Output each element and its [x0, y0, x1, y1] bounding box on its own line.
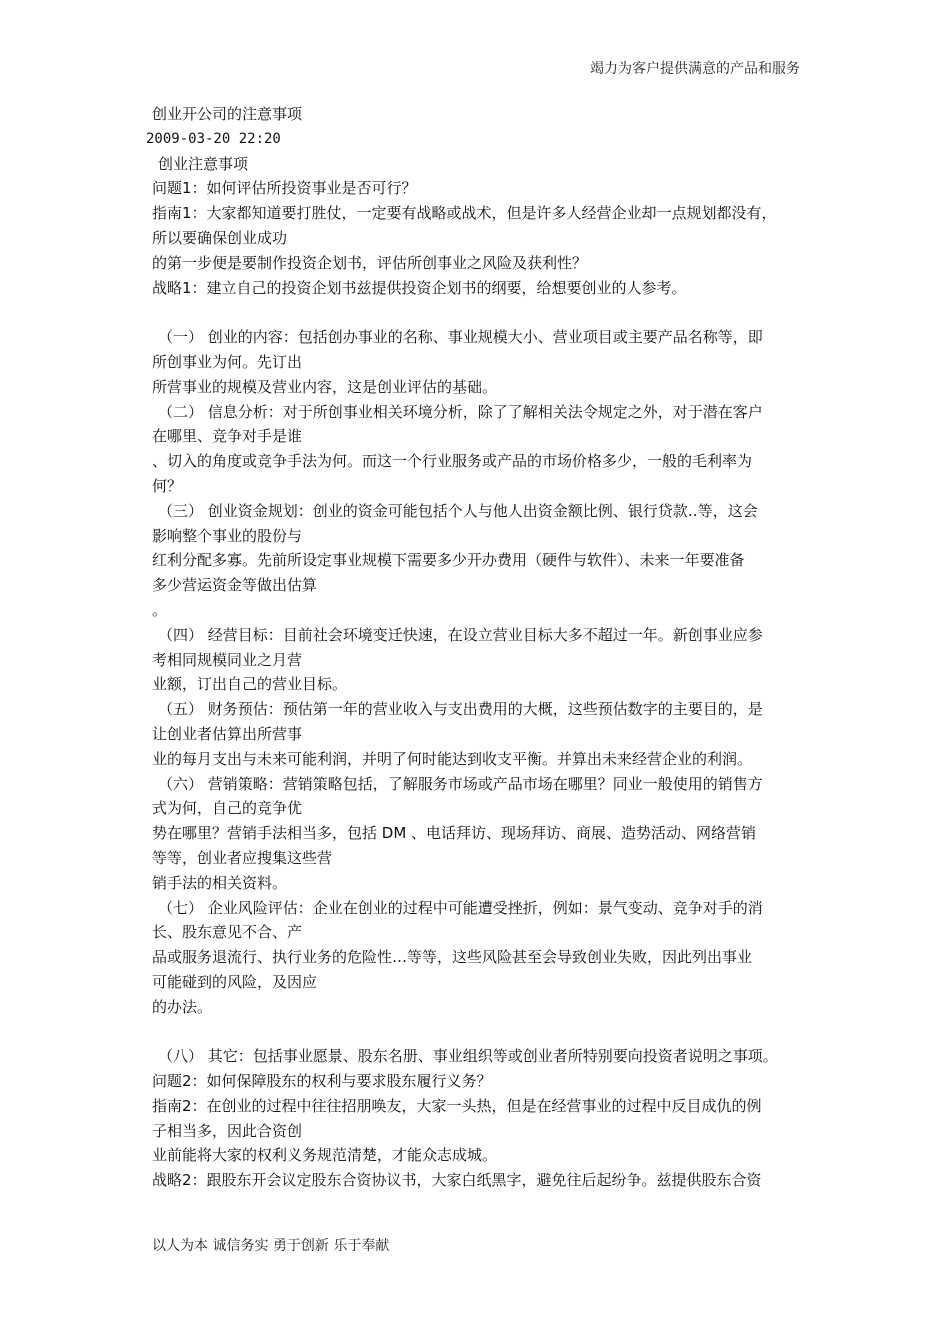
doc-line: 的第一步便是要制作投资企划书，评估所创事业之风险及获利性？: [152, 253, 588, 272]
doc-line: 销手法的相关资料。: [152, 873, 288, 892]
doc-line: 影响整个事业的股份与: [152, 526, 303, 545]
doc-line: 问题1：如何评估所投资事业是否可行？: [152, 179, 417, 198]
doc-line: 式为何，自己的竞争优: [152, 799, 303, 818]
doc-subtitle: 创业注意事项: [158, 154, 249, 173]
doc-timestamp: 2009-03-20 22:20: [146, 130, 281, 147]
blank-line: [152, 1019, 837, 1044]
doc-line: 指南1：大家都知道要打胜仗，一定要有战略或战术，但是许多人经营企业却一点规划都没有，: [152, 204, 777, 223]
doc-line: （四） 经营目标：目前社会环境变迁快速，在设立营业目标大多不超过一年。新创事业应参: [158, 625, 763, 644]
doc-line: 何？: [152, 476, 183, 495]
doc-line: 业前能将大家的权利义务规范清楚，才能众志成城。: [152, 1146, 498, 1165]
footer-slogan: 以人为本 诚信务实 勇于创新 乐于奉献: [152, 1238, 390, 1254]
doc-line: 红利分配多寡。先前所设定事业规模下需要多少开办费用（硬件与软件）、未来一年要准备: [152, 551, 745, 570]
doc-line: （八） 其它：包括事业愿景、股东名册、事业组织等或创业者所特别要向投资者说明之事项。: [158, 1047, 778, 1066]
doc-title: 创业开公司的注意事项: [152, 105, 303, 123]
doc-line: 品或服务退流行、执行业务的危险性…等等，这些风险甚至会导致创业失败，因此列出事业: [152, 948, 753, 967]
document-body: [146, 102, 837, 1193]
doc-line: 业的每月支出与未来可能利润，并明了何时能达到收支平衡。并算出未来经营企业的利润。: [152, 749, 753, 768]
doc-line: 所以要确保创业成功: [152, 228, 288, 247]
doc-line: 战略2：跟股东开会议定股东合资协议书，大家白纸黑字，避免往后起纷争。兹提供股东合资: [152, 1171, 762, 1190]
doc-line: （一） 创业的内容：包括创办事业的名称、事业规模大小、营业项目或主要产品名称等，即: [158, 328, 763, 347]
doc-line: 可能碰到的风险，及因应: [152, 972, 318, 991]
doc-line: 的办法。: [152, 997, 213, 1016]
doc-line: 、切入的角度或竞争手法为何。而这一个行业服务或产品的市场价格多少，一般的毛利率为: [152, 452, 753, 471]
doc-line: 让创业者估算出所营事: [152, 724, 303, 743]
doc-line: 子相当多，因此合资创: [152, 1121, 303, 1140]
header-slogan: 竭力为客户提供满意的产品和服务: [590, 61, 800, 77]
doc-line: （六） 营销策略：营销策略包括，了解服务市场或产品市场在哪里？同业一般使用的销售方: [158, 774, 763, 793]
doc-line: 指南2：在创业的过程中往往招朋唤友，大家一头热，但是在经营事业的过程中反目成仇的例: [152, 1096, 762, 1115]
doc-line: （五） 财务预估：预估第一年的营业收入与支出费用的大概，这些预估数字的主要目的，是: [158, 700, 763, 719]
doc-line: 长、股东意见不合、产: [152, 923, 303, 942]
doc-line: 。: [152, 600, 168, 619]
blank-line: [152, 300, 837, 325]
doc-line: 在哪里、竞争对手是谁: [152, 427, 303, 446]
doc-line: 考相同规模同业之月营: [152, 650, 303, 669]
doc-line: 问题2：如何保障股东的权利与要求股东履行义务？: [152, 1072, 492, 1091]
doc-line: 业额，订出自己的营业目标。: [152, 675, 348, 694]
doc-line: （二） 信息分析：对于所创事业相关环境分析，除了了解相关法令规定之外，对于潜在客户: [158, 402, 763, 421]
doc-line: 所营事业的规模及营业内容，这是创业评估的基础。: [152, 377, 498, 396]
doc-line: 战略1：建立自己的投资企划书兹提供投资企划书的纲要，给想要创业的人参考。: [152, 278, 687, 297]
doc-line: 等等，创业者应搜集这些营: [152, 848, 333, 867]
doc-line: （三） 创业资金规划：创业的资金可能包括个人与他人出资金额比例、银行贷款‥等，这会: [158, 501, 758, 520]
doc-line: （七） 企业风险评估：企业在创业的过程中可能遭受挫折，例如：景气变动、竞争对手的消: [158, 898, 763, 917]
doc-line: 所创事业为何。先订出: [152, 352, 303, 371]
doc-line: 势在哪里？营销手法相当多，包括 DM 、电话拜访、现场拜访、商展、造势活动、网络营销: [152, 824, 757, 843]
doc-line: 多少营运资金等做出估算: [152, 576, 318, 595]
